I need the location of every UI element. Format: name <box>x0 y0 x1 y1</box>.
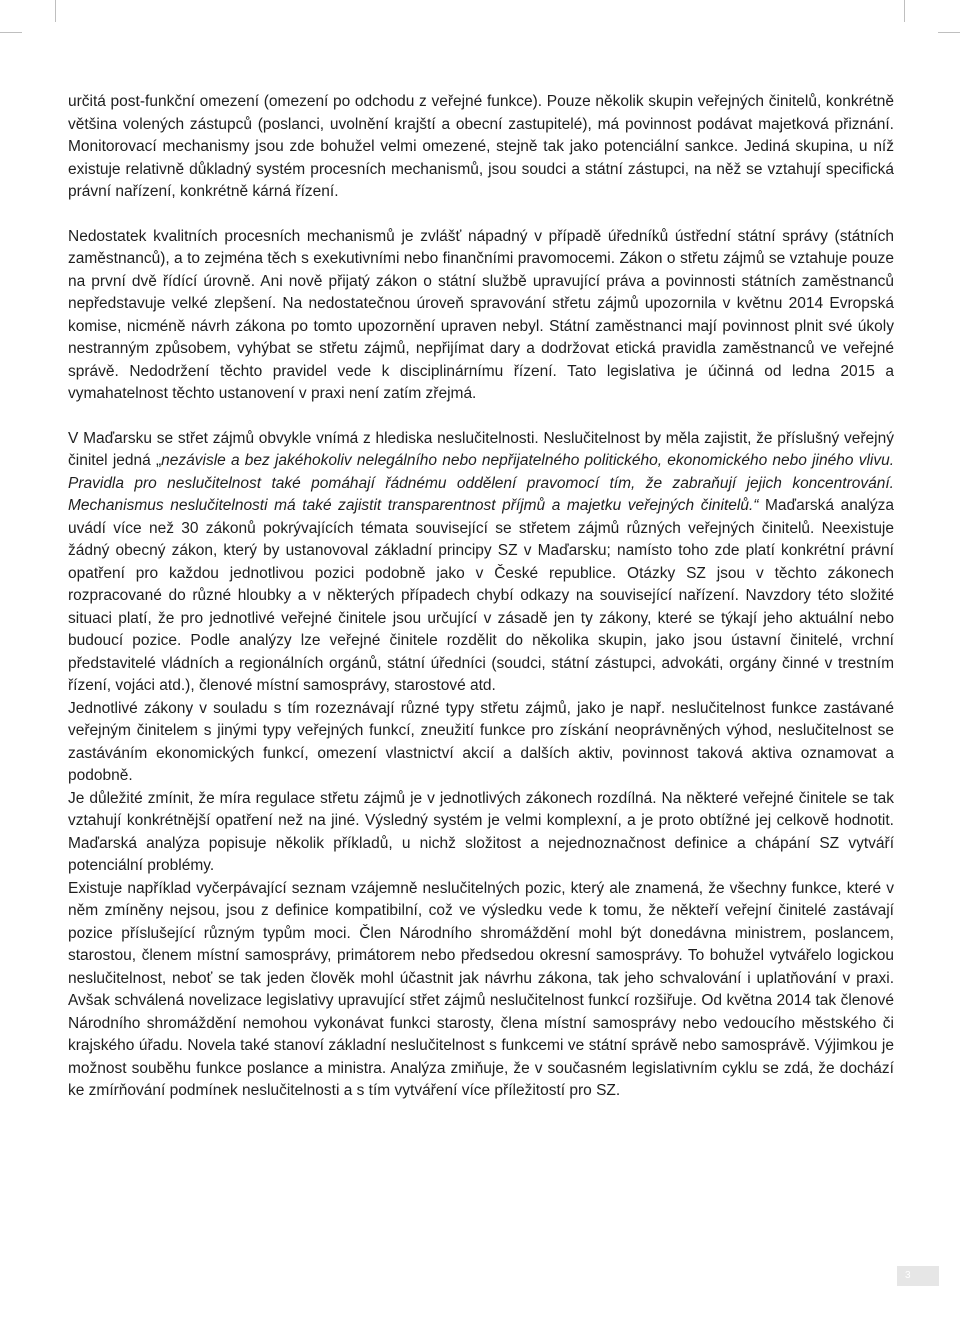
crop-mark-top-right-vertical <box>904 0 905 22</box>
quoted-definition: nezávisle a bez jakéhokoliv nelegálního nebo nepřijatelného politického, ekonomického nebo jiného vlivu. Pravidla pro neslučitelnost také pomáhají řádnému oddělení pravomocí tím, že zabraňují jejich koncentrování. Mechanismus neslučitelnosti má také zajistit transparentnost příjmů a majetku veřejných činitelů.“ <box>68 452 895 514</box>
document-body <box>68 91 894 1103</box>
paragraph-2: Nedostatek kvalitních procesních mechanismů je zvlášť nápadný v případě úředníků ústřední státní správy (státních zaměstnanců), a to zejména těch s exekutivními nebo finančními pravomocemi. Zákon o střetu zájmů se vztahuje pouze na první dvě řídící úrovně. Ani nově přijatý zákon o státní službě upravující práva a povinnosti státních zaměstnanců nepředstavuje velké zlepšení. Na nedostatečnou úroveň spravování střetu zájmů upozornila v květnu 2014 Evropská komise, nicméně návrh zákona po tomto upozornění upraven nebyl. Státní zaměstnanci mají povinnost plnit své úkoly nestranným způsobem, vyhýbat se střetu zájmů, nepřijímat dary a dodržovat etická pravidla zaměstnanců ve veřejné správě. Nedodržení těchto pravidel vede k disciplinárnímu řízení. Tato legislativa je účinná od ledna 2015 a vymahatelnost těchto ustanovení v praxi není zatím zřejmá. <box>68 227 894 402</box>
paragraph-3: V Maďarsku se střet zájmů obvykle vnímá z hlediska neslučitelnosti. Neslučitelnost by měla zajistit, že příslušný veřejný činitel jedná „nezávisle a bez jakéhokoliv nelegálního nebo nepřijatelného politického, ekonomického nebo jiného vlivu. Pravidla pro neslučitelnost také pomáhají řádnému oddělení pravomocí tím, že zabraňují jejich koncentrování. Mechanismus neslučitelnosti má také zajistit transparentnost příjmů a majetku veřejných činitelů.“ Maďarská analýza uvádí více než 30 zákonů pokrývajících témata související se střetem zájmů různých veřejných činitelů. Neexistuje žádný obecný zákon, který by ustanovoval základní principy SZ v Maďarsku; namísto toho zde platí konkrétní právní opatření pro každou jednotlivou pozici podobně jako v České republice. Otázky SZ jsou v těchto zákonech rozpracované do různé hloubky a v některých případech chybí odkazy na související nařízení. Navzdory této složité situaci platí, že pro jednotlivé veřejné činitele jsou určující v zásadě jen ty zákony, které se týkají jeho aktuální nebo budoucí pozice. Podle analýzy lze veřejné činitele rozdělit do několika skupin, jako jsou ústavní činitelé, vrchní představitelé vládních a regionálních orgánů, státní úředníci (soudci, státní zástupci, advokáti, orgány činné v trestním řízení, vojáci atd.), členové místní samosprávy, starostové atd. <box>68 429 895 694</box>
paragraph-5: Je důležité zmínit, že míra regulace střetu zájmů je v jednotlivých zákonech rozdílná. Na některé veřejné činitele se tak vztahují konkrétnější opatření než na jiné. Výsledný systém je velmi komplexní, a je proto obtížné jej celkově hodnotit. Maďarská analýza popisuje několik příkladů, u nichž složitost a nejednoznačnost definice a chápání SZ vytváří potenciální problémy. <box>68 789 894 874</box>
paragraph-1: určitá post-funkční omezení (omezení po odchodu z veřejné funkce). Pouze několik skupin veřejných činitelů, konkrétně většina volených zástupců (poslanci, uvolnění krajští a obecní zastupitelé), má povinnost podávat majetková přiznání. Monitorovací mechanismy jsou zde bohužel velmi omezené, stejně tak jako potenciální sankce. Jediná skupina, u níž existuje relativně důkladný systém procesních mechanismů, jsou soudci a státní zástupci, na něž se vztahují specifická právní nařízení, konkrétně kárná řízení. <box>68 93 894 200</box>
page-number: 3 <box>897 1266 939 1286</box>
crop-mark-top-left-vertical <box>55 0 56 22</box>
paragraph-4: Jednotlivé zákony v souladu s tím rozeznávají různé typy střetu zájmů, jako je např. neslučitelnost funkce zastávané veřejným činitelem s jinými typy veřejných funkcí, zneužití funkce pro získání neoprávněných výhod, neslučitelnost se zastáváním ekonomických funkcí, omezení vlastnictví akcií a dalších aktiv, povinnost taková aktiva oznamovat a podobně. <box>68 699 894 784</box>
crop-mark-top-left <box>0 32 22 33</box>
paragraph-6: Existuje například vyčerpávající seznam vzájemně neslučitelných pozic, který ale znamená, že všechny funkce, které v něm zmíněny nejsou, jsou z definice kompatibilní, což ve výsledku vede k tomu, že někteří veřejní činitelé zastávají pozice příslušející různým typům moci. Člen Národního shromáždění mohl být donedávna ministrem, poslancem, starostou, členem místní samosprávy, primátorem nebo předsedou okresní samosprávy. To bohužel vytvářelo logickou neslučitelnost, neboť se tak jeden člověk mohl účastnit jak návrhu zákona, tak jeho schvalování i uplatňování v praxi. Avšak schválená novelizace legislativy upravující střet zájmů neslučitelnost funkcí rozšiřuje. Od května 2014 tak členové Národního shromáždění nemohou vykonávat funkci starosty, člena místní samosprávy nebo vedoucího městského či krajského úřadu. Novela také stanoví základní neslučitelnost s funkcemi ve státní správě nebo samosprávě. Výjimkou je možnost souběhu funkce poslance a ministra. Analýza zmiňuje, že v současném legislativním cyklu se zdá, že dochází ke zmírňování podmínek neslučitelnosti a s tím vytváření více příležitostí pro SZ. <box>68 879 894 1099</box>
crop-mark-top-right <box>938 32 960 33</box>
